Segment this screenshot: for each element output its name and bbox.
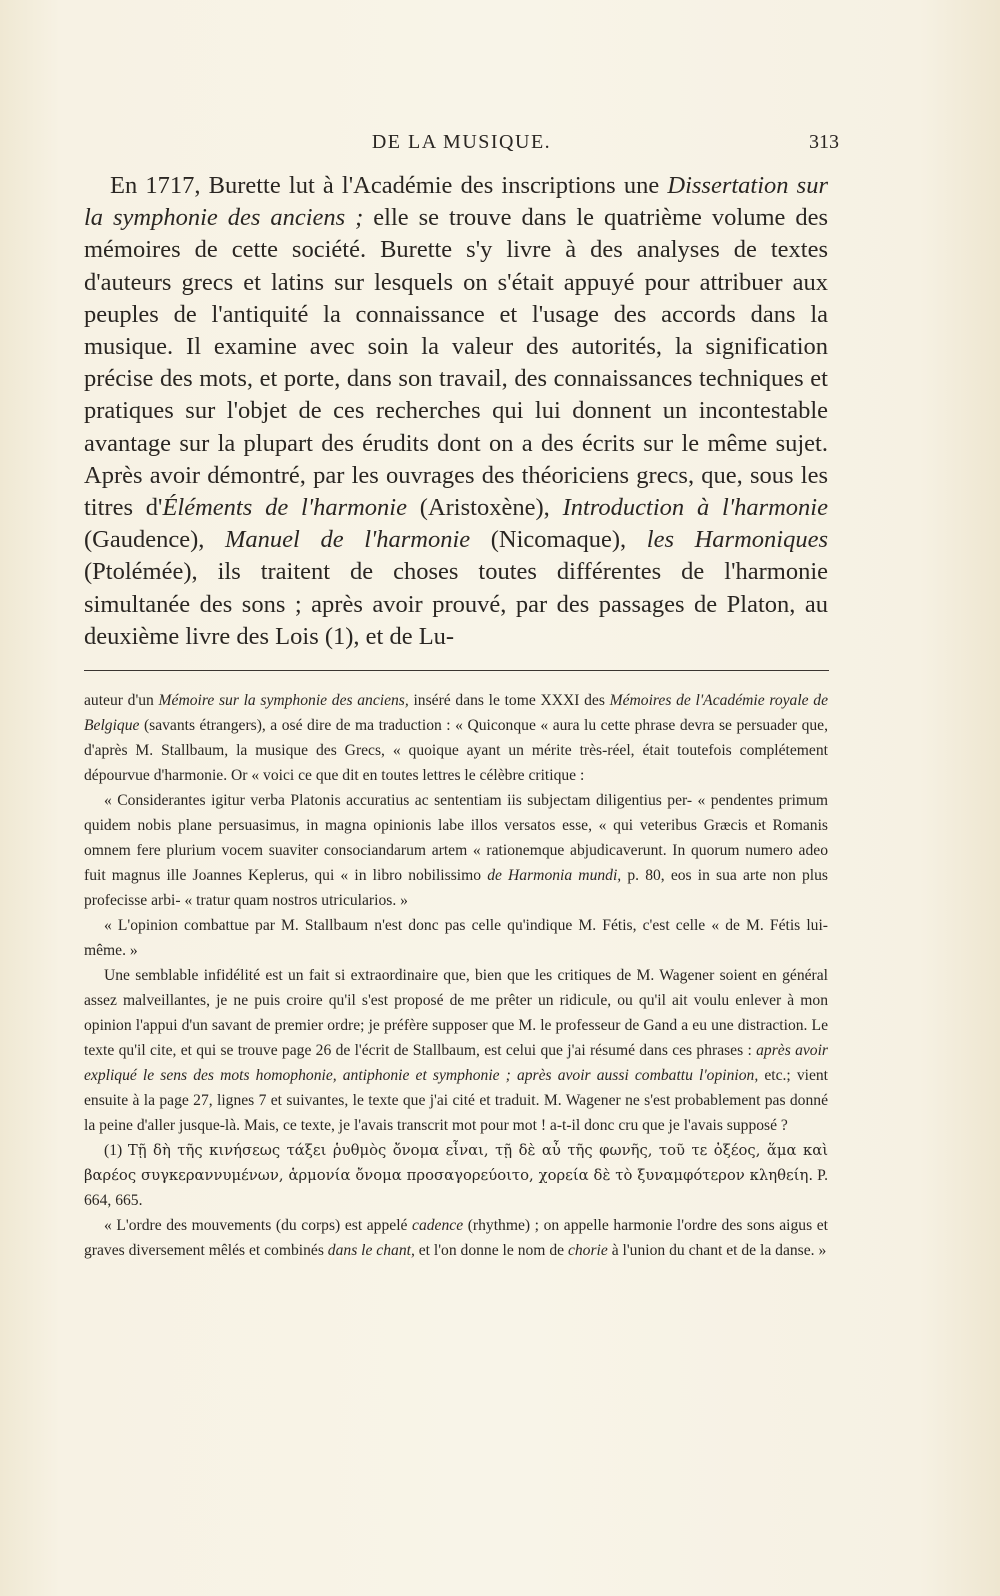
greek-citation: Τῇ δὴ τῆς κινήσεως τάξει ῥυθμὸς ὄνομα εἶναι, τῇ δὲ αὖ τῆς φωνῆς, τοῦ τε ὀξέος, ἅμα καὶ βαρέος συγκεραννυμένων, ἁρμονία ὄνομα προσαγορεύοιτο, χορεία δὲ τὸ ξυναμφότερον κληθείη. [84, 1142, 828, 1184]
running-head-title: DE LA MUSIQUE. [371, 131, 552, 153]
footnote-span: Une semblable infidélité est un fait si extraordinaire que, bien que les critiques de M. Wagener soient en général assez malveillantes, je ne puis croire qu'il s'est proposé de me prêter un ridicule, ou qu'il ait voulu enlever à mon opinion l'appui d'un savant de premier ordre; je préfère supposer que M. le professeur de Gand a eu une distraction. Le texte qu'il cite, et qui se trouve page 26 de l'écrit de Stallbaum, est celui que j'ai résumé dans ces phrases : [84, 967, 828, 1059]
footnote-1 [84, 1138, 828, 1213]
main-text-span: elle se trouve dans le quatrième volume des mémoires de cette société. Burette s'y livre à des analyses de textes d'auteurs grecs et latins sur lesquels on s'était appuyé pour attribuer aux peuples de l'antiquité la connaissance et l'usage des accords dans la musique. Il examine avec soin la valeur des autorités, la signification précise des mots, et porte, dans son travail, des connaissances techniques et pratiques sur l'objet de ces recherches qui lui donnent un incontestable avantage sur la plupart des érudits dont on a des écrits sur le même sujet. Après avoir démontré, par les ouvrages des théoriciens grecs, que, sous les titres d' [84, 204, 828, 522]
footnote-italic: Mémoires de l'Académie royale de Belgique [84, 692, 828, 734]
footnote-span: « Considerantes igitur verba Platonis accuratius ac sententiam iis subjectam diligentius per- « pendentes primum quidem nobis plane persuasimus, in magna opinionis labe illos versatos esse, « qui veteribus Græcis et Romanis omnem fere plurium vocem suaviter consociandarum artem « rationemque abjudicaverunt. In quorum numero adeo fuit magnus ille Joannes Keplerus, qui « in libro nobilissimo [84, 792, 828, 884]
main-text-span: (Gaudence), [84, 526, 225, 554]
page-number: 313 [809, 131, 839, 153]
main-text [84, 170, 828, 653]
main-text-span: (Nicomaque), [470, 526, 647, 554]
main-text-span: En 1717, Burette lut à l'Académie des inscriptions une [110, 172, 668, 199]
title-introduction: Introduction à l'harmonie [562, 494, 828, 522]
latin-quotation [84, 788, 828, 913]
footnote-span: etc.; vient ensuite à la page 27, lignes 7 et suivantes, le texte que j'ai cité et traduit. M. Wagener ne s'est probablement pas donné la peine d'aller jusque-là. Mais, ce texte, je l'avais transcrit mot pour mot ! a-t-il donc cru que je l'avais supposé ? [84, 1067, 828, 1134]
footnote-span: (rhythme) ; on appelle harmonie l'ordre des sons aigus et graves diversement mêlés et combinés [84, 1217, 828, 1259]
footnote-italic: après avoir expliqué le sens des mots homophonie, antiphonie et symphonie ; après avoir aussi combattu l'opinion, [84, 1042, 828, 1084]
main-text-span: (Aristoxène), [406, 494, 563, 522]
footnote-span: et l'on donne le nom de [414, 1242, 568, 1259]
footnote-paragraph [84, 963, 828, 1138]
footnote-italic: dans le chant, [327, 1242, 415, 1259]
main-text-span: (Ptolémée), ils traitent de choses toutes différentes de l'harmonie simultanée des sons ; après avoir prouvé, par des passages de Platon, au deuxième livre des Lois (1), et de Lu- [84, 558, 828, 650]
footnote-span: inséré dans le tome XXXI des [408, 692, 610, 709]
main-paragraph [84, 170, 828, 653]
footnote-reference: P. 664, 665. [84, 1167, 828, 1209]
title-harmoniques: les Harmoniques [646, 526, 828, 554]
footnote-span: p. 80, eos in sua arte non plus profecisse arbi- « tratur quam nostros utricularios. » [84, 867, 829, 909]
running-head [84, 131, 839, 161]
quotation-conclusion: « L'opinion combattue par M. Stallbaum n'est donc pas celle qu'indique M. Fétis, c'est celle « de M. Fétis lui-même. » [84, 917, 828, 959]
footnote-span: (savants étrangers), a osé dire de ma traduction : « Quiconque « aura lu cette phrase devra se persuader que, d'après M. Stallbaum, la musique des Grecs, « quoique ayant un mérite très-réel, était toutefois complétement dépourvue d'harmonie. Or « voici ce que dit en toutes lettres le célèbre critique : [84, 717, 828, 784]
footnote-continuation [84, 688, 828, 788]
title-elements: Éléments de l'harmonie [162, 494, 407, 522]
footnote-italic: de Harmonia mundi, [487, 867, 622, 884]
footnote-span: « L'ordre des mouvements (du corps) est appelé [104, 1217, 413, 1234]
footnote-italic: chorie [567, 1242, 608, 1259]
footnote-span: auteur d'un [84, 692, 159, 709]
title-manuel: Manuel de l'harmonie [225, 526, 471, 554]
footnotes [84, 688, 828, 1263]
footnote-italic: Mémoire sur la symphonie des anciens, [158, 692, 409, 709]
footnote-span: à l'union du chant et de la danse. » [607, 1242, 827, 1259]
footnote-marker: (1) [104, 1142, 128, 1159]
title-dissertation: Dissertation sur la symphonie des anciens ; [84, 172, 828, 232]
footnote-italic: cadence [412, 1217, 464, 1234]
footnote-translation [84, 1213, 828, 1263]
footnote-separator [84, 670, 829, 671]
